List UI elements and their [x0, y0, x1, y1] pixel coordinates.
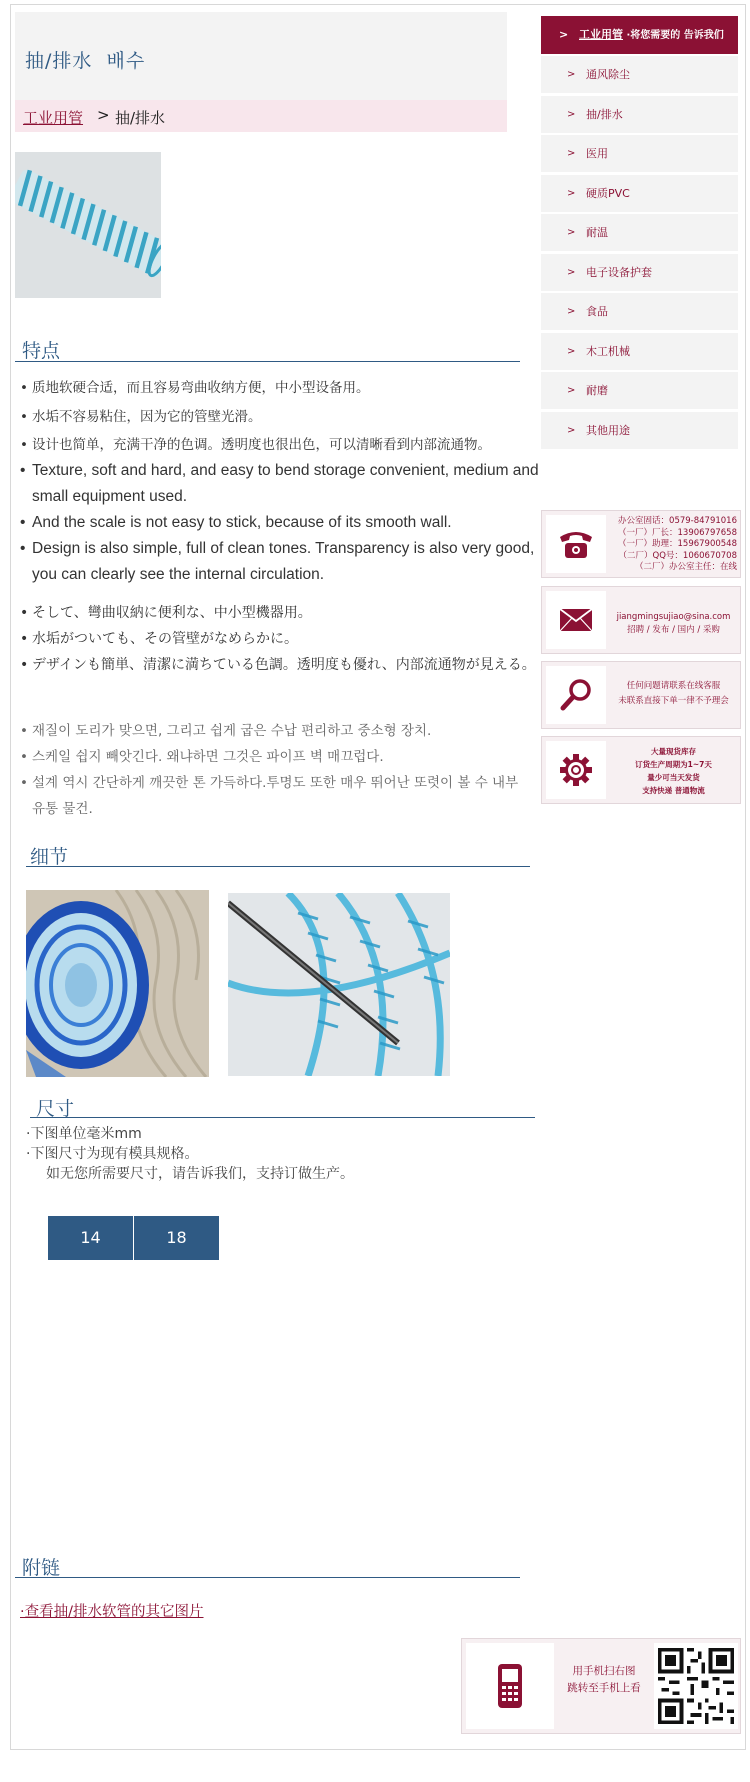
list-item: • 设计也简单，充满干净的色调。透明度也很出色，可以清晰看到内部流通物。 — [20, 431, 540, 460]
page-title-box — [15, 12, 507, 100]
list-item: • 质地软硬合适，而且容易弯曲收纳方便，中小型设备用。 — [20, 374, 540, 403]
size-tab-14[interactable]: 14 — [48, 1216, 134, 1260]
detail-image-hose-end[interactable] — [26, 890, 209, 1077]
list-item: • 설계 역시 간단하게 깨끗한 톤 가득하다.투명도 또한 매우 뛰어난 또렷이 볼 수 내부 유통 물건. — [20, 770, 530, 822]
chevron-right-icon: > — [567, 306, 576, 317]
contact-email[interactable]: jiangmingsujiao@sina.com — [616, 612, 731, 622]
size-tabs — [48, 1216, 220, 1260]
size-note: 如无您所需要尺寸，请告诉我们，支持订做生产。 — [46, 1166, 354, 1182]
contact-line: 量少可当天发货 — [647, 773, 700, 782]
sidebar-item-label: 通风除尘 — [586, 68, 630, 81]
size-heading: 尺寸 — [36, 1098, 75, 1120]
sidebar-item-label: 电子设备护套 — [586, 265, 652, 279]
sidebar-item-label: 其他用途 — [586, 423, 630, 437]
qr-hint-line: 用手机扫右图 — [572, 1665, 636, 1677]
breadcrumb-parent-link[interactable]: 工业用管 — [23, 109, 84, 127]
mobile-qr-card — [461, 1638, 741, 1734]
sidebar-item-label: 硬质PVC — [586, 186, 630, 200]
sidebar-item-drainage[interactable] — [541, 96, 738, 133]
list-item: • 재질이 도리가 맞으면, 그리고 쉽게 굽은 수납 편리하고 중소형 장치. — [20, 718, 530, 744]
contact-line: 未联系直接下单一律不予理会 — [618, 696, 729, 706]
links-heading: 附链 — [22, 1557, 61, 1579]
features-list-en — [20, 458, 540, 588]
sidebar-menu — [541, 56, 738, 451]
contact-line: （一厂）助理：15967900548 — [618, 539, 737, 549]
features-heading: 特点 — [22, 340, 61, 362]
details-heading: 细节 — [30, 846, 69, 868]
qr-code-icon[interactable] — [654, 1643, 738, 1729]
chevron-right-icon: > — [567, 385, 576, 396]
gear-icon — [546, 741, 606, 799]
qr-hint-line: 跳转至手机上看 — [567, 1682, 641, 1694]
sidebar-header-subtitle: ·将您需要的 告诉我们 — [626, 30, 724, 41]
list-item: • デザインも簡単、清潔に満ちている色調。透明度も優れ、内部流通物が見える。 — [20, 652, 540, 678]
sidebar-item-ventilation[interactable] — [541, 56, 738, 93]
contact-line: 任何问题请联系在线客服 — [626, 681, 721, 691]
more-images-link[interactable]: ·查看抽/排水软管的其它图片 — [20, 1604, 204, 1620]
chevron-right-icon: > — [567, 424, 576, 436]
size-divider — [30, 1117, 535, 1118]
sidebar-item-wear-resistant[interactable] — [541, 372, 738, 409]
size-note: ·下图尺寸为现有模具规格。 — [26, 1146, 199, 1162]
sidebar-header-title: 工业用管 — [579, 28, 623, 41]
sidebar-item-rigid-pvc[interactable] — [541, 175, 738, 212]
sidebar-item-label: 耐温 — [586, 226, 608, 239]
mobile-phone-icon — [466, 1643, 554, 1729]
chevron-right-icon: > — [559, 28, 569, 41]
breadcrumb-current: 抽/排水 — [115, 109, 166, 127]
sidebar-item-food[interactable] — [541, 293, 738, 330]
contact-line: 招聘 / 发布 / 国内 / 采购 — [627, 625, 720, 635]
details-divider — [26, 866, 530, 867]
contact-card-phone — [541, 510, 741, 578]
sidebar-item-woodworking[interactable] — [541, 333, 738, 370]
sidebar-item-label: 木工机械 — [586, 344, 630, 358]
sidebar-item-electronic-sheath[interactable] — [541, 254, 738, 291]
breadcrumb-separator: > — [97, 106, 110, 124]
chevron-right-icon: > — [567, 108, 576, 120]
sidebar-header[interactable] — [541, 16, 738, 54]
contact-card-support — [541, 661, 741, 729]
page-title: 抽/排水 배수 — [25, 50, 146, 72]
sidebar-item-label: 抽/排水 — [586, 107, 623, 121]
contact-line: （一厂）厂长：13906797658 — [618, 527, 737, 538]
sidebar-item-heat-resistant[interactable] — [541, 214, 738, 251]
chevron-right-icon: > — [567, 148, 576, 159]
features-list-kr — [20, 718, 530, 822]
contact-line: 订货生产周期为1~7天 — [635, 760, 712, 769]
sidebar-item-medical[interactable] — [541, 135, 738, 172]
breadcrumb — [15, 100, 507, 132]
list-item: • 水垢がついても、その管壁がなめらかに。 — [20, 626, 540, 652]
list-item: • そして、彎曲収納に便利な、中小型機器用。 — [20, 600, 540, 626]
contact-card-stock — [541, 736, 741, 804]
detail-image-hose-coil[interactable] — [228, 893, 450, 1076]
chevron-right-icon: > — [567, 266, 576, 278]
sidebar-item-label: 耐磨 — [586, 384, 608, 397]
contact-line: （二厂）办公室主任：在线 — [634, 562, 737, 572]
size-tab-18[interactable]: 18 — [134, 1216, 220, 1260]
list-item: • 스케일 쉽지 빼앗긴다. 왜냐하면 그것은 파이프 벽 매끄럽다. — [20, 744, 530, 770]
product-image[interactable] — [15, 152, 161, 298]
list-item: • Texture, soft and hard, and easy to bend storage convenient, medium and small equipment used. — [20, 458, 540, 510]
contact-line: 办公室固话：0579-84791016 — [618, 516, 737, 526]
envelope-icon — [546, 591, 606, 649]
features-list-jp — [20, 600, 540, 678]
features-divider — [15, 361, 520, 362]
chevron-right-icon: > — [567, 69, 576, 80]
links-divider — [15, 1577, 520, 1578]
list-item: • Design is also simple, full of clean tones. Transparency is also very good, you can clearly see the internal circulation. — [20, 536, 540, 588]
chevron-right-icon: > — [567, 345, 576, 357]
sidebar-item-label: 食品 — [586, 305, 608, 318]
features-list-cn — [20, 374, 540, 460]
sidebar-item-other-uses[interactable] — [541, 412, 738, 449]
list-item: • And the scale is not easy to stick, because of its smooth wall. — [20, 510, 540, 536]
contact-line: 大量现货库存 — [651, 747, 696, 756]
size-note: ·下图单位毫米mm — [26, 1126, 142, 1142]
contact-line: （二厂）QQ号：1060670708 — [618, 550, 737, 561]
chevron-right-icon: > — [567, 187, 576, 199]
contact-card-email — [541, 586, 741, 654]
size-notes — [26, 1124, 354, 1184]
contact-line: 支持快递 普通物流 — [642, 786, 705, 795]
list-item: • 水垢不容易粘住，因为它的管壁光滑。 — [20, 403, 540, 432]
chevron-right-icon: > — [567, 227, 576, 238]
magnifier-icon — [546, 666, 606, 724]
sidebar-item-label: 医用 — [586, 147, 608, 160]
telephone-icon — [546, 515, 606, 573]
